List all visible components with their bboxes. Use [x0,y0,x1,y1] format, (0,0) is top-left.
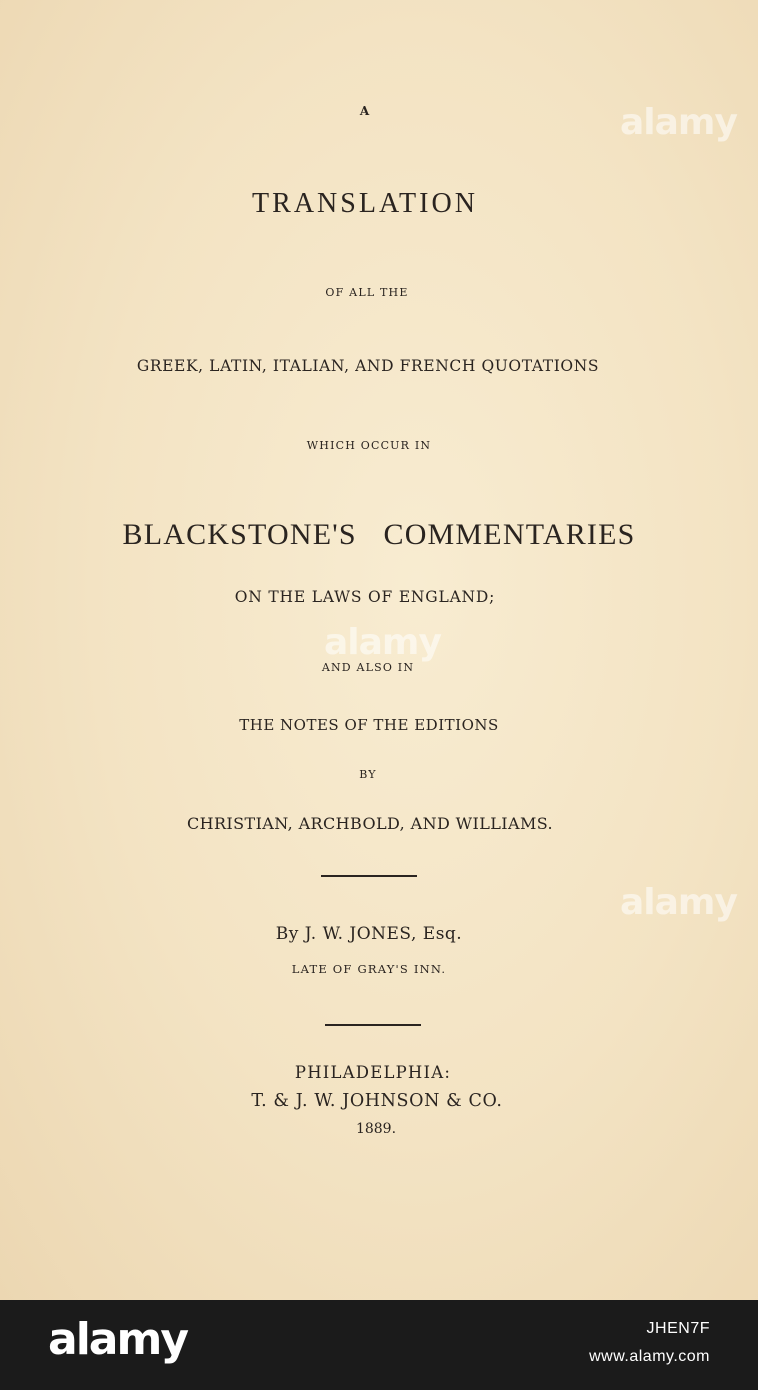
author-line: By J. W. JONES, Esq. [275,924,463,944]
publication-year: 1889. [355,1121,397,1137]
editors-line: CHRISTIAN, ARCHBOLD, AND WILLIAMS. [186,814,554,833]
footer-url[interactable]: www.alamy.com [589,1348,710,1365]
title-article: A [359,104,371,118]
which-occur-line: WHICH OCCUR IN [306,439,432,452]
divider-rule [321,875,417,877]
by-line: BY [359,768,377,781]
watermark: alamy [324,622,441,663]
image-id: JHEN7F [646,1320,710,1337]
publisher-name: T. & J. W. JOHNSON & CO. [251,1091,503,1111]
of-all-line: OF ALL THE [325,286,409,299]
title-heading: TRANSLATION [252,188,478,219]
publisher-city: PHILADELPHIA: [294,1063,452,1082]
divider-rule [325,1024,421,1026]
main-title: BLACKSTONE'S COMMENTARIES [122,518,636,551]
and-also-line: AND ALSO IN [321,661,415,674]
alamy-logo[interactable]: alamy [48,1314,187,1365]
notes-line: THE NOTES OF THE EDITIONS [239,716,499,734]
author-note: LATE OF GRAY'S INN. [291,962,447,976]
stock-footer-bar [0,1300,758,1390]
watermark: alamy [620,882,737,923]
laws-line: ON THE LAWS OF ENGLAND; [234,588,496,606]
watermark: alamy [620,102,737,143]
languages-line: GREEK, LATIN, ITALIAN, AND FRENCH QUOTATIONS [136,357,600,375]
